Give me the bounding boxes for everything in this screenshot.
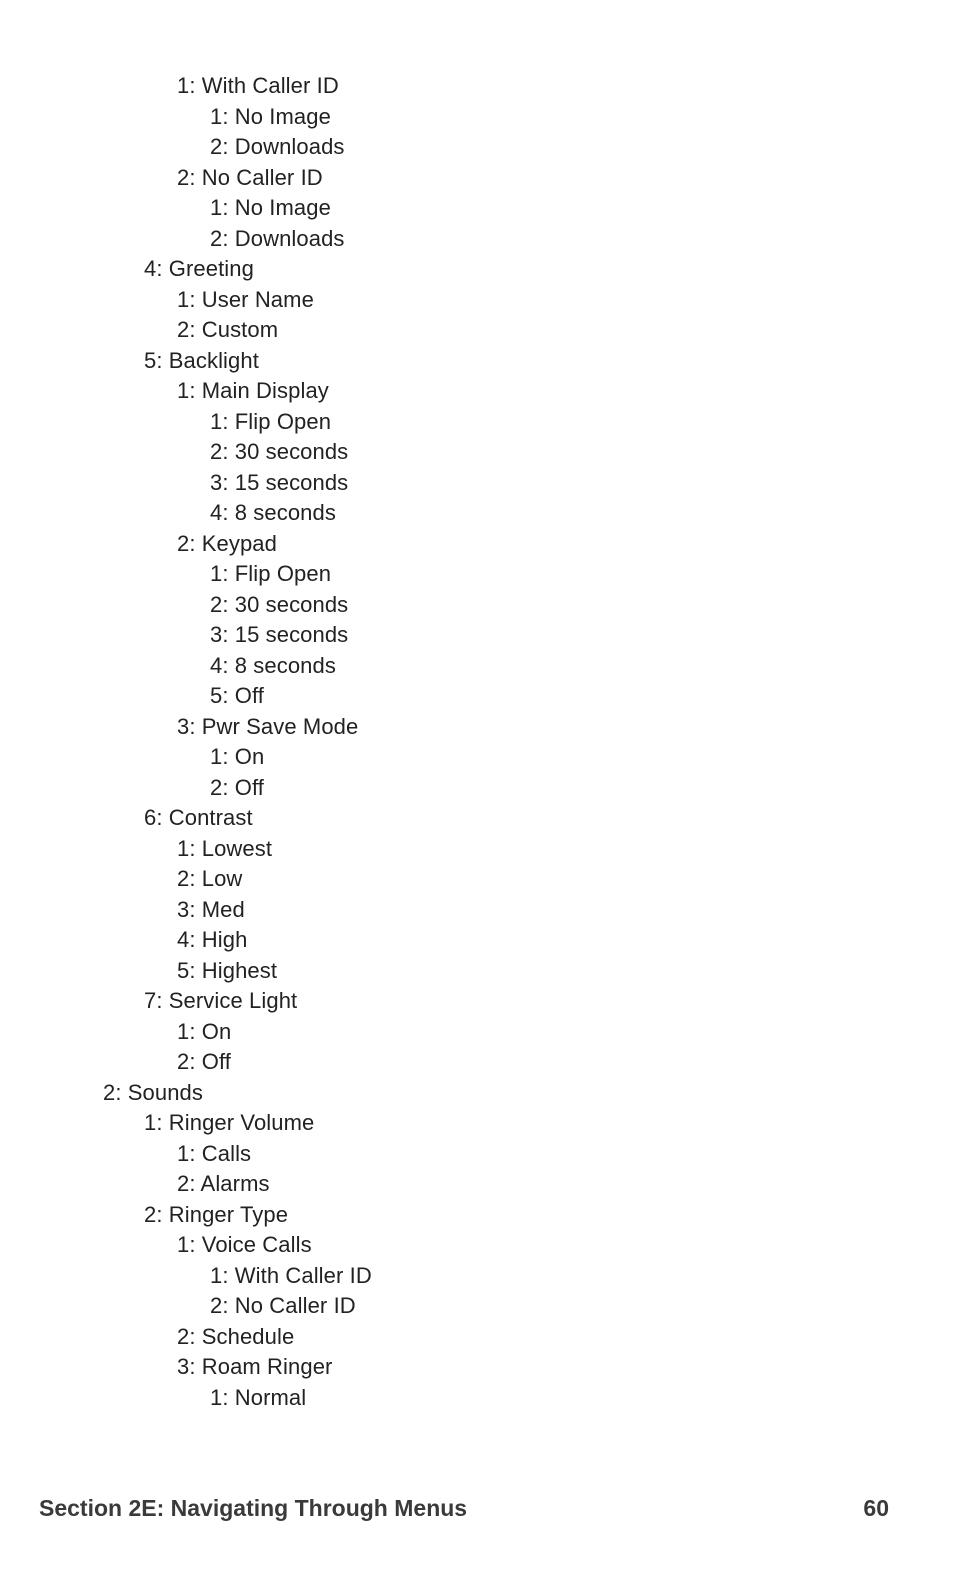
menu-item-level-3: 4: 8 seconds <box>210 652 336 678</box>
menu-item-level-1: 2: Ringer Type <box>144 1201 289 1227</box>
menu-item-level-2: 2: Schedule <box>177 1323 295 1349</box>
menu-item-level-2: 1: Lowest <box>177 835 273 861</box>
menu-item-level-3: 1: With Caller ID <box>210 1262 372 1288</box>
menu-item-level-1: 6: Contrast <box>144 805 253 830</box>
menu-item-level-2: 1: On <box>177 1018 232 1044</box>
menu-item-level-3: 1: Flip Open <box>210 408 332 434</box>
menu-item-level-1: 7: Service Light <box>144 988 298 1013</box>
menu-item-level-2: 4: High <box>177 927 248 952</box>
menu-item-level-2: 2: Low <box>177 866 243 891</box>
menu-item-level-3: 2: 30 seconds <box>210 591 349 617</box>
menu-item-level-0: 2: Sounds <box>103 1079 203 1105</box>
menu-item-level-3: 5: Off <box>210 683 264 708</box>
menu-item-level-2: 2: Off <box>177 1049 231 1074</box>
menu-item-level-3: 1: No Image <box>210 195 331 220</box>
menu-item-level-2: 2: Custom <box>177 317 279 342</box>
menu-item-level-2: 1: Voice Calls <box>177 1232 312 1257</box>
menu-item-level-1: 5: Backlight <box>144 347 259 373</box>
menu-item-level-3: 1: Flip Open <box>210 561 332 586</box>
menu-item-level-3: 4: 8 seconds <box>210 500 336 525</box>
menu-item-level-2: 2: Alarms <box>177 1171 270 1196</box>
menu-item-level-3: 1: No Image <box>210 103 331 129</box>
menu-item-level-3: 2: Downloads <box>210 225 345 251</box>
menu-tree <box>0 71 372 1413</box>
menu-item-level-3: 1: On <box>210 744 265 769</box>
menu-item-level-3: 2: Off <box>210 774 264 800</box>
menu-item-level-3: 1: Normal <box>210 1384 307 1410</box>
menu-item-level-3: 2: 30 seconds <box>210 439 349 464</box>
menu-item-level-2: 1: With Caller ID <box>177 73 339 98</box>
menu-item-level-3: 2: Downloads <box>210 134 345 159</box>
menu-item-level-2: 3: Roam Ringer <box>177 1354 333 1379</box>
menu-item-level-2: 1: Calls <box>177 1140 252 1166</box>
page-number: 60 <box>863 1495 889 1521</box>
menu-item-level-2: 2: Keypad <box>177 530 277 556</box>
menu-item-level-3: 3: 15 seconds <box>210 622 349 647</box>
menu-item-level-1: 4: Greeting <box>144 256 254 281</box>
menu-item-level-2: 2: No Caller ID <box>177 164 323 190</box>
menu-item-level-3: 2: No Caller ID <box>210 1293 356 1318</box>
menu-item-level-1: 1: Ringer Volume <box>144 1110 315 1135</box>
menu-item-level-2: 5: Highest <box>177 957 278 983</box>
menu-item-level-2: 3: Pwr Save Mode <box>177 713 359 739</box>
menu-item-level-2: 1: User Name <box>177 286 314 312</box>
menu-item-level-3: 3: 15 seconds <box>210 469 349 495</box>
menu-item-level-2: 1: Main Display <box>177 378 329 403</box>
menu-item-level-2: 3: Med <box>177 896 245 922</box>
footer-section-title: Section 2E: Navigating Through Menus <box>39 1495 468 1521</box>
